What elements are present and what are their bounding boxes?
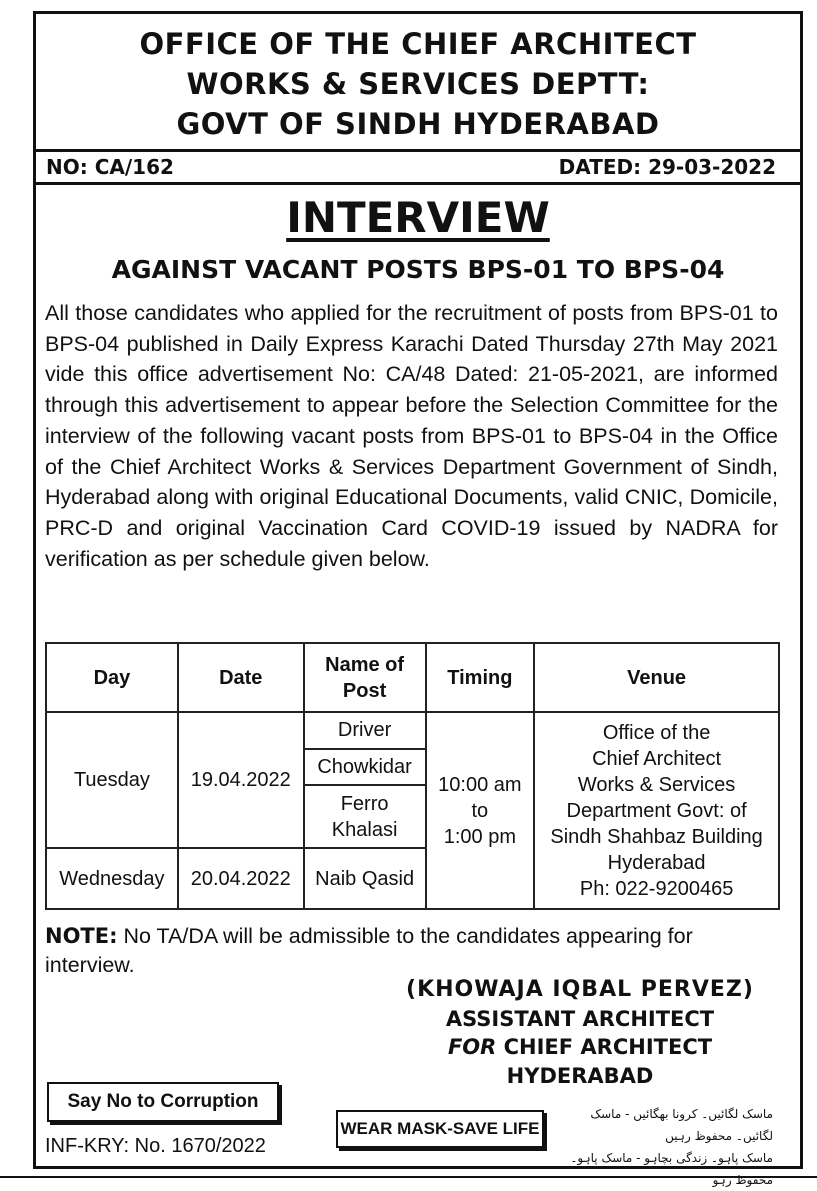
for-word: FOR	[447, 1035, 497, 1059]
note-paragraph	[45, 922, 785, 980]
signatory-title: ASSISTANT ARCHITECT	[445, 1006, 715, 1031]
note-label: NOTE:	[45, 924, 118, 948]
cell-date: 20.04.2022	[178, 848, 304, 909]
urdu-slogan-line-2: ماسک پاہو۔ زندگی بچاہو - ماسک پاہو۔ محفوظ رہو	[570, 1151, 773, 1187]
col-header-post-line1: Name of	[325, 653, 405, 676]
header-line-2: WORKS & SERVICES DEPTT:	[186, 67, 650, 101]
office-header	[36, 24, 800, 144]
wear-mask-box: WEAR MASK-SAVE LIFE	[336, 1110, 544, 1148]
notice-body: All those candidates who applied for the recruitment of posts from BPS-01 to BPS-04 published in Daily Express Karachi Dated Thursday 27th May 2021 vide this office advertisement No: CA/48 Dated: 21-05-2021, are informed through this advertisement to appear before the Selection Committee for the interview of the following vacant posts from BPS-01 to BPS-04 in the Office of the Chief Architect Works & Services Department Government of Sindh, Hyderabad along with original Educational Documents, valid CNIC, Domicile, PRC-D and original Vaccination Card COVID-19 issued by NADRA for verification as per schedule given below.	[45, 301, 778, 571]
col-header-venue: Venue	[534, 643, 779, 712]
for-rest: CHIEF ARCHITECT	[496, 1035, 713, 1059]
venue-line: Hyderabad	[607, 851, 706, 874]
cell-venue	[534, 712, 779, 909]
timing-start: 10:00 am	[438, 773, 522, 796]
header-line-1: OFFICE OF THE CHIEF ARCHITECT	[139, 27, 697, 61]
venue-line: Department Govt: of	[566, 799, 747, 822]
notice-title-text: INTERVIEW	[286, 193, 550, 242]
signatory-name: (KHOWAJA IQBAL PERVEZ)	[406, 977, 754, 1002]
venue-line: Office of the	[602, 721, 711, 744]
urdu-slogan-line-1: ماسک لگائیں۔ کرونا بھگائیں - ماسک لگائیں۔ محفوظ رہیں	[590, 1107, 773, 1143]
interview-schedule-table	[45, 642, 780, 910]
table-row	[46, 712, 779, 749]
col-header-timing: Timing	[426, 643, 535, 712]
say-no-to-corruption-box: Say No to Corruption	[47, 1082, 279, 1122]
reference-bar	[36, 149, 800, 185]
cell-day: Tuesday	[46, 712, 178, 848]
cell-post	[304, 785, 426, 848]
col-header-day: Day	[46, 643, 178, 712]
cell-post: Chowkidar	[304, 749, 426, 786]
cell-day: Wednesday	[46, 848, 178, 909]
col-header-date: Date	[178, 643, 304, 712]
timing-to: to	[471, 799, 489, 822]
cell-post: Driver	[304, 712, 426, 749]
col-header-post-line2: Post	[342, 679, 387, 702]
cell-post: Naib Qasid	[304, 848, 426, 909]
inf-number: INF-KRY: No. 1670/2022	[45, 1135, 266, 1157]
timing-end: 1:00 pm	[443, 825, 516, 848]
signatory-for-line	[360, 1033, 800, 1062]
note-text: No TA/DA will be admissible to the candidates appearing for interview.	[45, 924, 693, 977]
header-line-3: GOVT OF SINDH HYDERABAD	[176, 107, 660, 141]
reference-date: DATED: 29-03-2022	[558, 155, 776, 179]
col-header-post	[304, 643, 426, 712]
signatory-city: HYDERABAD	[506, 1063, 654, 1088]
venue-line: Works & Services	[577, 773, 736, 796]
signature-block	[360, 976, 800, 1090]
venue-line: Chief Architect	[592, 747, 722, 770]
cell-timing	[426, 712, 535, 909]
notice-subtitle: AGAINST VACANT POSTS BPS-01 TO BPS-04	[111, 255, 725, 284]
notice-title	[36, 192, 800, 244]
post-line: Khalasi	[331, 818, 398, 841]
post-line: Ferro	[340, 792, 389, 815]
venue-line: Sindh Shahbaz Building	[550, 825, 763, 848]
urdu-slogan	[553, 1103, 773, 1191]
reference-number: NO: CA/162	[46, 155, 174, 179]
table-header-row	[46, 643, 779, 712]
venue-phone: Ph: 022-9200465	[579, 877, 734, 900]
cell-date: 19.04.2022	[178, 712, 304, 848]
